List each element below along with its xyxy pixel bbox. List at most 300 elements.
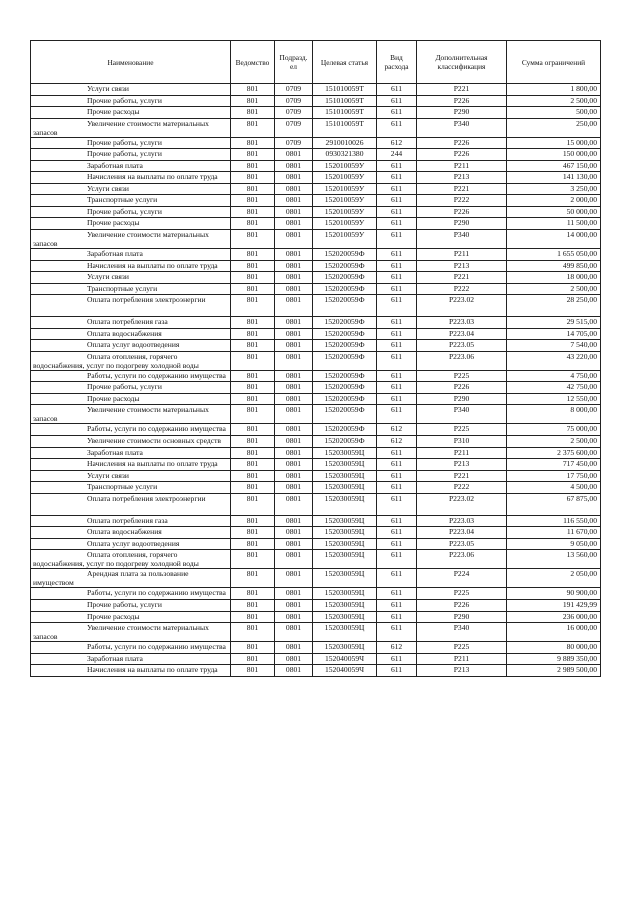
table-row bbox=[31, 569, 601, 588]
cell-name: Транспортные услуги bbox=[31, 195, 231, 207]
table-row bbox=[31, 405, 601, 424]
cell-subdivision: 0801 bbox=[275, 470, 313, 482]
cell-target-item: 152020059Ф bbox=[313, 249, 377, 261]
cell-target-item: 152040059Ч bbox=[313, 665, 377, 677]
cell-name: Заработная плата bbox=[31, 249, 231, 261]
cell-subdivision: 0801 bbox=[275, 183, 313, 195]
cell-subdivision: 0801 bbox=[275, 230, 313, 249]
cell-target-item: 152020059Ф bbox=[313, 295, 377, 317]
table-row bbox=[31, 283, 601, 295]
cell-target-item: 0930321380 bbox=[313, 149, 377, 161]
cell-target-item: 152020059Ф bbox=[313, 405, 377, 424]
cell-subdivision: 0801 bbox=[275, 328, 313, 340]
cell-name: Оплата потребления газа bbox=[31, 515, 231, 527]
cell-limit-sum: 8 000,00 bbox=[507, 405, 601, 424]
cell-expense-type: 611 bbox=[377, 653, 417, 665]
cell-expense-type: 611 bbox=[377, 447, 417, 459]
cell-department: 801 bbox=[231, 118, 275, 137]
cell-department: 801 bbox=[231, 172, 275, 184]
cell-expense-type: 611 bbox=[377, 527, 417, 539]
cell-subdivision: 0801 bbox=[275, 172, 313, 184]
cell-target-item: 152030059Ц bbox=[313, 459, 377, 471]
cell-additional-class: Р310 bbox=[417, 436, 507, 448]
cell-subdivision: 0801 bbox=[275, 569, 313, 588]
cell-limit-sum: 2 500,00 bbox=[507, 283, 601, 295]
cell-target-item: 152020059Ф bbox=[313, 424, 377, 436]
cell-target-item: 152030059Ц bbox=[313, 447, 377, 459]
cell-limit-sum: 4 750,00 bbox=[507, 370, 601, 382]
cell-name: Оплата отопления, горячего водоснабжения, услуг по подогреву холодной воды bbox=[31, 550, 231, 569]
cell-target-item: 152030059Ц bbox=[313, 538, 377, 550]
header-subdivision: Подразд. ел bbox=[275, 41, 313, 84]
header-expense-type: Вид расхода bbox=[377, 41, 417, 84]
cell-target-item: 152010059У bbox=[313, 230, 377, 249]
cell-additional-class: Р225 bbox=[417, 424, 507, 436]
cell-limit-sum: 17 750,00 bbox=[507, 470, 601, 482]
cell-target-item: 151010059Т bbox=[313, 95, 377, 107]
cell-additional-class: Р211 bbox=[417, 653, 507, 665]
cell-subdivision: 0801 bbox=[275, 611, 313, 623]
cell-expense-type: 611 bbox=[377, 459, 417, 471]
cell-expense-type: 611 bbox=[377, 470, 417, 482]
table-row bbox=[31, 382, 601, 394]
cell-additional-class: Р223.04 bbox=[417, 328, 507, 340]
cell-additional-class: Р225 bbox=[417, 370, 507, 382]
cell-subdivision: 0801 bbox=[275, 218, 313, 230]
cell-department: 801 bbox=[231, 295, 275, 317]
cell-department: 801 bbox=[231, 424, 275, 436]
cell-expense-type: 611 bbox=[377, 665, 417, 677]
cell-limit-sum: 250,00 bbox=[507, 118, 601, 137]
cell-name: Увеличение стоимости материальных запасов bbox=[31, 405, 231, 424]
cell-additional-class: Р221 bbox=[417, 183, 507, 195]
table-row bbox=[31, 317, 601, 329]
cell-additional-class: Р225 bbox=[417, 588, 507, 600]
cell-department: 801 bbox=[231, 611, 275, 623]
cell-limit-sum: 16 000,00 bbox=[507, 623, 601, 642]
cell-subdivision: 0801 bbox=[275, 206, 313, 218]
cell-name: Транспортные услуги bbox=[31, 283, 231, 295]
table-row bbox=[31, 642, 601, 654]
cell-name: Услуги связи bbox=[31, 84, 231, 96]
table-row bbox=[31, 260, 601, 272]
cell-limit-sum: 12 550,00 bbox=[507, 393, 601, 405]
cell-expense-type: 611 bbox=[377, 218, 417, 230]
cell-subdivision: 0801 bbox=[275, 272, 313, 284]
cell-limit-sum: 50 000,00 bbox=[507, 206, 601, 218]
cell-department: 801 bbox=[231, 393, 275, 405]
cell-limit-sum: 717 450,00 bbox=[507, 459, 601, 471]
cell-subdivision: 0801 bbox=[275, 599, 313, 611]
cell-department: 801 bbox=[231, 95, 275, 107]
cell-department: 801 bbox=[231, 382, 275, 394]
cell-additional-class: Р340 bbox=[417, 230, 507, 249]
cell-name: Прочие работы, услуги bbox=[31, 137, 231, 149]
cell-expense-type: 611 bbox=[377, 84, 417, 96]
cell-expense-type: 611 bbox=[377, 95, 417, 107]
cell-limit-sum: 236 000,00 bbox=[507, 611, 601, 623]
cell-subdivision: 0709 bbox=[275, 118, 313, 137]
cell-expense-type: 611 bbox=[377, 393, 417, 405]
cell-target-item: 151010059Т bbox=[313, 118, 377, 137]
cell-subdivision: 0801 bbox=[275, 653, 313, 665]
cell-target-item: 152020059Ф bbox=[313, 370, 377, 382]
cell-additional-class: Р290 bbox=[417, 107, 507, 119]
cell-expense-type: 611 bbox=[377, 260, 417, 272]
cell-department: 801 bbox=[231, 405, 275, 424]
table-row bbox=[31, 84, 601, 96]
cell-additional-class: Р224 bbox=[417, 569, 507, 588]
cell-subdivision: 0801 bbox=[275, 351, 313, 370]
cell-target-item: 152010059У bbox=[313, 183, 377, 195]
cell-limit-sum: 15 000,00 bbox=[507, 137, 601, 149]
cell-limit-sum: 2 050,00 bbox=[507, 569, 601, 588]
cell-target-item: 152030059Ц bbox=[313, 470, 377, 482]
cell-target-item: 152030059Ц bbox=[313, 493, 377, 515]
cell-limit-sum: 28 250,00 bbox=[507, 295, 601, 317]
table-row bbox=[31, 447, 601, 459]
cell-subdivision: 0709 bbox=[275, 137, 313, 149]
cell-name: Арендная плата за пользование имуществом bbox=[31, 569, 231, 588]
cell-department: 801 bbox=[231, 260, 275, 272]
cell-expense-type: 611 bbox=[377, 405, 417, 424]
cell-name: Увеличение стоимости материальных запасов bbox=[31, 230, 231, 249]
cell-department: 801 bbox=[231, 160, 275, 172]
cell-subdivision: 0801 bbox=[275, 493, 313, 515]
cell-department: 801 bbox=[231, 84, 275, 96]
cell-additional-class: Р340 bbox=[417, 405, 507, 424]
cell-target-item: 152020059Ф bbox=[313, 260, 377, 272]
cell-department: 801 bbox=[231, 569, 275, 588]
cell-target-item: 152040059Ч bbox=[313, 653, 377, 665]
cell-limit-sum: 67 875,00 bbox=[507, 493, 601, 515]
cell-name: Прочие расходы bbox=[31, 611, 231, 623]
cell-expense-type: 611 bbox=[377, 611, 417, 623]
cell-name: Увеличение стоимости основных средств bbox=[31, 436, 231, 448]
cell-additional-class: Р290 bbox=[417, 393, 507, 405]
cell-expense-type: 612 bbox=[377, 424, 417, 436]
cell-department: 801 bbox=[231, 515, 275, 527]
cell-additional-class: Р222 bbox=[417, 195, 507, 207]
cell-department: 801 bbox=[231, 447, 275, 459]
cell-limit-sum: 11 500,00 bbox=[507, 218, 601, 230]
cell-subdivision: 0801 bbox=[275, 149, 313, 161]
cell-department: 801 bbox=[231, 351, 275, 370]
cell-name: Начисления на выплаты по оплате труда bbox=[31, 665, 231, 677]
table-row bbox=[31, 370, 601, 382]
cell-name: Работы, услуги по содержанию имущества bbox=[31, 370, 231, 382]
cell-target-item: 151010059Т bbox=[313, 107, 377, 119]
table-row bbox=[31, 550, 601, 569]
cell-name: Прочие работы, услуги bbox=[31, 382, 231, 394]
cell-limit-sum: 29 515,00 bbox=[507, 317, 601, 329]
cell-limit-sum: 116 550,00 bbox=[507, 515, 601, 527]
cell-target-item: 152020059Ф bbox=[313, 436, 377, 448]
table-row bbox=[31, 160, 601, 172]
cell-department: 801 bbox=[231, 493, 275, 515]
table-row bbox=[31, 172, 601, 184]
cell-subdivision: 0801 bbox=[275, 160, 313, 172]
cell-name: Увеличение стоимости материальных запасов bbox=[31, 118, 231, 137]
cell-target-item: 152010059У bbox=[313, 195, 377, 207]
cell-name: Начисления на выплаты по оплате труда bbox=[31, 260, 231, 272]
cell-limit-sum: 1 655 050,00 bbox=[507, 249, 601, 261]
cell-additional-class: Р226 bbox=[417, 206, 507, 218]
cell-subdivision: 0801 bbox=[275, 459, 313, 471]
cell-target-item: 152020059Ф bbox=[313, 340, 377, 352]
cell-department: 801 bbox=[231, 550, 275, 569]
cell-expense-type: 611 bbox=[377, 283, 417, 295]
cell-department: 801 bbox=[231, 470, 275, 482]
cell-department: 801 bbox=[231, 642, 275, 654]
cell-expense-type: 611 bbox=[377, 272, 417, 284]
cell-expense-type: 611 bbox=[377, 206, 417, 218]
table-row bbox=[31, 183, 601, 195]
table-row bbox=[31, 118, 601, 137]
cell-expense-type: 611 bbox=[377, 538, 417, 550]
cell-name: Прочие расходы bbox=[31, 107, 231, 119]
cell-subdivision: 0801 bbox=[275, 393, 313, 405]
cell-additional-class: Р340 bbox=[417, 623, 507, 642]
cell-additional-class: Р213 bbox=[417, 665, 507, 677]
cell-department: 801 bbox=[231, 588, 275, 600]
cell-name: Услуги связи bbox=[31, 183, 231, 195]
cell-subdivision: 0801 bbox=[275, 260, 313, 272]
cell-name: Оплата водоснабжения bbox=[31, 527, 231, 539]
cell-subdivision: 0801 bbox=[275, 436, 313, 448]
table-row bbox=[31, 424, 601, 436]
cell-target-item: 152010059У bbox=[313, 218, 377, 230]
table-row bbox=[31, 393, 601, 405]
cell-limit-sum: 2 000,00 bbox=[507, 195, 601, 207]
cell-target-item: 152020059Ф bbox=[313, 272, 377, 284]
cell-name: Оплата потребления газа bbox=[31, 317, 231, 329]
cell-additional-class: Р223.06 bbox=[417, 351, 507, 370]
cell-department: 801 bbox=[231, 317, 275, 329]
cell-limit-sum: 14 705,00 bbox=[507, 328, 601, 340]
table-row bbox=[31, 599, 601, 611]
cell-limit-sum: 2 989 500,00 bbox=[507, 665, 601, 677]
cell-limit-sum: 9 050,00 bbox=[507, 538, 601, 550]
cell-target-item: 152030059Ц bbox=[313, 611, 377, 623]
cell-limit-sum: 80 000,00 bbox=[507, 642, 601, 654]
cell-name: Транспортные услуги bbox=[31, 482, 231, 494]
cell-target-item: 152020059Ф bbox=[313, 283, 377, 295]
cell-name: Оплата водоснабжения bbox=[31, 328, 231, 340]
cell-limit-sum: 2 500,00 bbox=[507, 95, 601, 107]
cell-subdivision: 0801 bbox=[275, 405, 313, 424]
cell-name: Услуги связи bbox=[31, 470, 231, 482]
cell-expense-type: 611 bbox=[377, 370, 417, 382]
cell-department: 801 bbox=[231, 149, 275, 161]
table-row bbox=[31, 459, 601, 471]
cell-department: 801 bbox=[231, 340, 275, 352]
cell-name: Услуги связи bbox=[31, 272, 231, 284]
cell-target-item: 152030059Ц bbox=[313, 599, 377, 611]
cell-limit-sum: 18 000,00 bbox=[507, 272, 601, 284]
cell-target-item: 152010059У bbox=[313, 172, 377, 184]
cell-additional-class: Р223.06 bbox=[417, 550, 507, 569]
cell-expense-type: 611 bbox=[377, 160, 417, 172]
table-row bbox=[31, 149, 601, 161]
cell-expense-type: 611 bbox=[377, 230, 417, 249]
cell-name: Начисления на выплаты по оплате труда bbox=[31, 459, 231, 471]
cell-department: 801 bbox=[231, 206, 275, 218]
cell-expense-type: 611 bbox=[377, 599, 417, 611]
table-row bbox=[31, 95, 601, 107]
table-row bbox=[31, 107, 601, 119]
cell-additional-class: Р226 bbox=[417, 599, 507, 611]
table-row bbox=[31, 195, 601, 207]
cell-department: 801 bbox=[231, 370, 275, 382]
cell-expense-type: 611 bbox=[377, 569, 417, 588]
cell-target-item: 152030059Ц bbox=[313, 588, 377, 600]
cell-expense-type: 611 bbox=[377, 328, 417, 340]
cell-additional-class: Р222 bbox=[417, 482, 507, 494]
cell-department: 801 bbox=[231, 272, 275, 284]
table-row bbox=[31, 272, 601, 284]
cell-department: 801 bbox=[231, 482, 275, 494]
cell-additional-class: Р223.05 bbox=[417, 538, 507, 550]
cell-additional-class: Р213 bbox=[417, 172, 507, 184]
cell-target-item: 152030059Ц bbox=[313, 550, 377, 569]
cell-additional-class: Р223.03 bbox=[417, 515, 507, 527]
cell-department: 801 bbox=[231, 623, 275, 642]
cell-additional-class: Р213 bbox=[417, 260, 507, 272]
cell-subdivision: 0801 bbox=[275, 249, 313, 261]
cell-subdivision: 0801 bbox=[275, 370, 313, 382]
cell-target-item: 152020059Ф bbox=[313, 328, 377, 340]
table-row bbox=[31, 230, 601, 249]
cell-department: 801 bbox=[231, 599, 275, 611]
cell-name: Оплата услуг водоотведения bbox=[31, 340, 231, 352]
cell-department: 801 bbox=[231, 137, 275, 149]
cell-expense-type: 611 bbox=[377, 249, 417, 261]
cell-subdivision: 0801 bbox=[275, 623, 313, 642]
cell-expense-type: 611 bbox=[377, 550, 417, 569]
cell-additional-class: Р340 bbox=[417, 118, 507, 137]
cell-limit-sum: 467 150,00 bbox=[507, 160, 601, 172]
cell-limit-sum: 43 220,00 bbox=[507, 351, 601, 370]
cell-target-item: 152030059Ц bbox=[313, 482, 377, 494]
cell-limit-sum: 7 540,00 bbox=[507, 340, 601, 352]
cell-name: Увеличение стоимости материальных запасов bbox=[31, 623, 231, 642]
cell-subdivision: 0801 bbox=[275, 382, 313, 394]
table-row bbox=[31, 351, 601, 370]
cell-target-item: 152020059Ф bbox=[313, 317, 377, 329]
cell-limit-sum: 500,00 bbox=[507, 107, 601, 119]
cell-department: 801 bbox=[231, 538, 275, 550]
cell-additional-class: Р290 bbox=[417, 218, 507, 230]
cell-limit-sum: 11 670,00 bbox=[507, 527, 601, 539]
table-row bbox=[31, 527, 601, 539]
cell-name: Работы, услуги по содержанию имущества bbox=[31, 642, 231, 654]
cell-expense-type: 611 bbox=[377, 295, 417, 317]
cell-expense-type: 611 bbox=[377, 340, 417, 352]
header-target-item: Целевая статья bbox=[313, 41, 377, 84]
cell-department: 801 bbox=[231, 230, 275, 249]
cell-department: 801 bbox=[231, 436, 275, 448]
cell-additional-class: Р211 bbox=[417, 160, 507, 172]
cell-limit-sum: 9 889 350,00 bbox=[507, 653, 601, 665]
cell-department: 801 bbox=[231, 218, 275, 230]
cell-expense-type: 611 bbox=[377, 172, 417, 184]
cell-subdivision: 0709 bbox=[275, 107, 313, 119]
cell-target-item: 2910010026 bbox=[313, 137, 377, 149]
cell-expense-type: 611 bbox=[377, 118, 417, 137]
cell-limit-sum: 42 750,00 bbox=[507, 382, 601, 394]
cell-expense-type: 611 bbox=[377, 623, 417, 642]
cell-subdivision: 0801 bbox=[275, 515, 313, 527]
cell-additional-class: Р226 bbox=[417, 95, 507, 107]
cell-department: 801 bbox=[231, 107, 275, 119]
cell-name: Прочие расходы bbox=[31, 218, 231, 230]
cell-expense-type: 612 bbox=[377, 137, 417, 149]
cell-limit-sum: 75 000,00 bbox=[507, 424, 601, 436]
cell-additional-class: Р226 bbox=[417, 149, 507, 161]
cell-additional-class: Р211 bbox=[417, 249, 507, 261]
header-limit-sum: Сумма ограничений bbox=[507, 41, 601, 84]
cell-additional-class: Р213 bbox=[417, 459, 507, 471]
cell-name: Заработная плата bbox=[31, 160, 231, 172]
cell-subdivision: 0801 bbox=[275, 665, 313, 677]
cell-subdivision: 0709 bbox=[275, 95, 313, 107]
header-additional-class: Дополнительная классификация bbox=[417, 41, 507, 84]
cell-name: Оплата услуг водоотведения bbox=[31, 538, 231, 550]
cell-name: Прочие расходы bbox=[31, 393, 231, 405]
cell-subdivision: 0801 bbox=[275, 447, 313, 459]
cell-limit-sum: 90 900,00 bbox=[507, 588, 601, 600]
table-row bbox=[31, 611, 601, 623]
table-body bbox=[31, 84, 601, 677]
cell-name: Работы, услуги по содержанию имущества bbox=[31, 588, 231, 600]
cell-target-item: 152030059Ц bbox=[313, 515, 377, 527]
cell-name: Прочие работы, услуги bbox=[31, 95, 231, 107]
cell-department: 801 bbox=[231, 283, 275, 295]
cell-target-item: 152020059Ф bbox=[313, 351, 377, 370]
cell-target-item: 152030059Ц bbox=[313, 527, 377, 539]
cell-additional-class: Р221 bbox=[417, 470, 507, 482]
cell-expense-type: 611 bbox=[377, 107, 417, 119]
cell-limit-sum: 499 850,00 bbox=[507, 260, 601, 272]
table-row bbox=[31, 249, 601, 261]
cell-target-item: 152010059У bbox=[313, 206, 377, 218]
cell-limit-sum: 141 130,00 bbox=[507, 172, 601, 184]
table-row bbox=[31, 493, 601, 515]
table-row bbox=[31, 623, 601, 642]
cell-target-item: 152030059Ц bbox=[313, 569, 377, 588]
cell-additional-class: Р222 bbox=[417, 283, 507, 295]
cell-name: Начисления на выплаты по оплате труда bbox=[31, 172, 231, 184]
cell-subdivision: 0801 bbox=[275, 283, 313, 295]
table-row bbox=[31, 515, 601, 527]
table-row bbox=[31, 470, 601, 482]
cell-limit-sum: 2 375 600,00 bbox=[507, 447, 601, 459]
cell-expense-type: 244 bbox=[377, 149, 417, 161]
cell-target-item: 152020059Ф bbox=[313, 393, 377, 405]
cell-additional-class: Р223.04 bbox=[417, 527, 507, 539]
table-row bbox=[31, 137, 601, 149]
table-header-row bbox=[31, 41, 601, 84]
cell-department: 801 bbox=[231, 328, 275, 340]
cell-name: Работы, услуги по содержанию имущества bbox=[31, 424, 231, 436]
cell-additional-class: Р225 bbox=[417, 642, 507, 654]
cell-limit-sum: 4 500,00 bbox=[507, 482, 601, 494]
cell-limit-sum: 191 429,99 bbox=[507, 599, 601, 611]
cell-limit-sum: 1 800,00 bbox=[507, 84, 601, 96]
cell-limit-sum: 150 000,00 bbox=[507, 149, 601, 161]
cell-department: 801 bbox=[231, 527, 275, 539]
